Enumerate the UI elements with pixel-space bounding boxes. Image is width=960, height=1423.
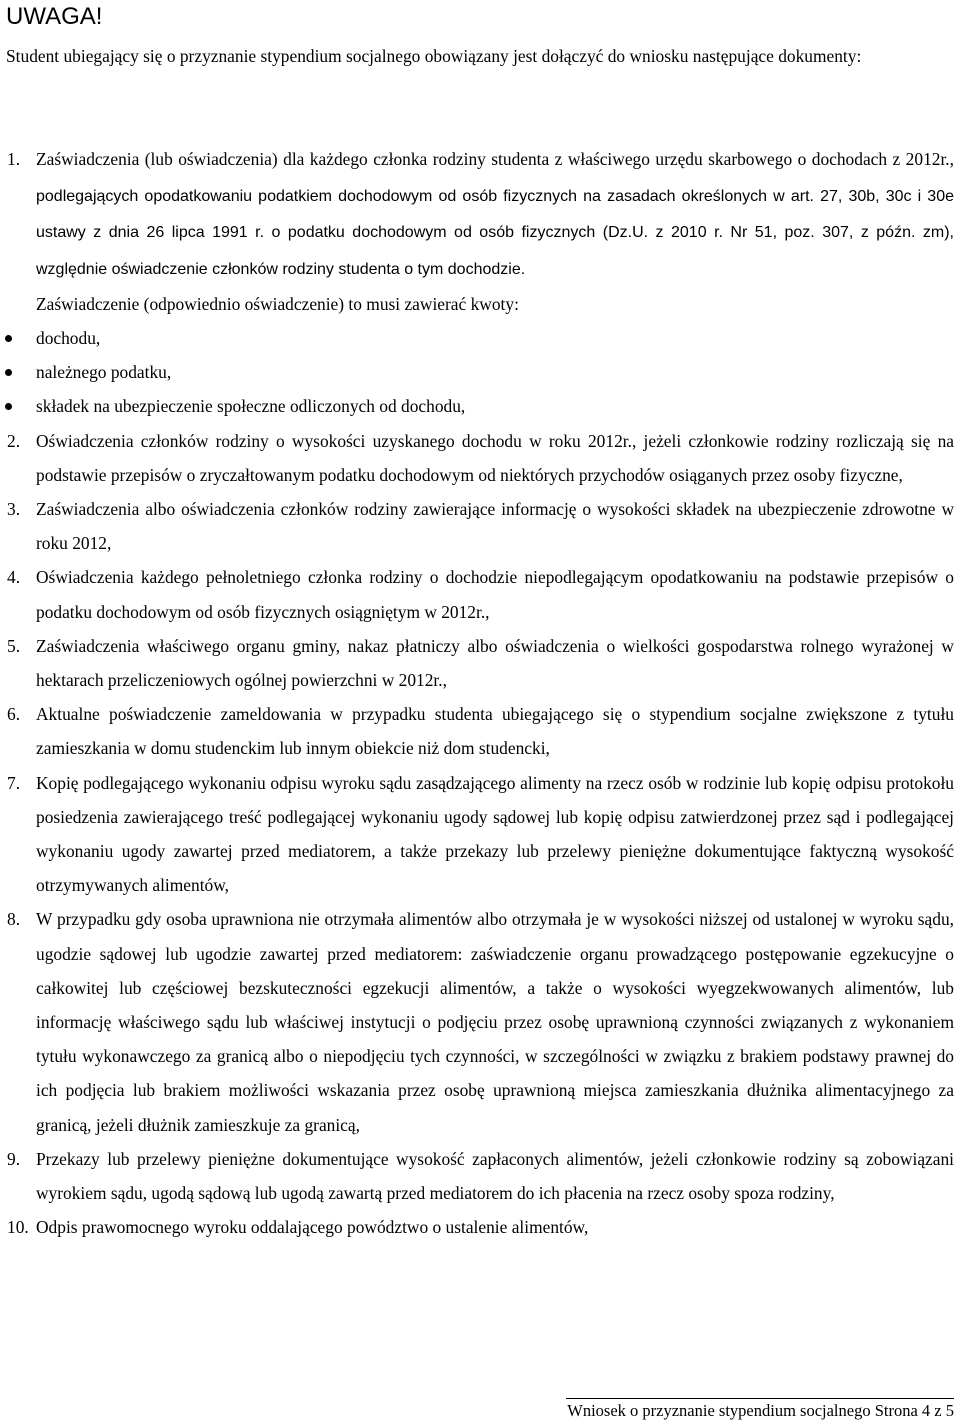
- bullet-item: [0, 355, 960, 389]
- item-text: Przekazy lub przelewy pieniężne dokumentujące wysokość zapłaconych alimentów, jeżeli członkowie rodziny są zobowiązani wyrokiem sądu, ugodą sądową lub ugodą zawartą przed mediatorem do ich płacenia na rzecz osoby spoza rodziny,: [36, 1148, 954, 1204]
- documents-list: [0, 142, 960, 1245]
- item-text: Oświadczenia członków rodziny o wysokości uzyskanego dochodu w roku 2012r.: [36, 430, 632, 451]
- item-text: Aktualne poświadczenie zameldowania w przypadku studenta ubiegającego się o stypendium socjalne zwiększone z tytułu zamieszkania w domu studenckim lub innym obiekcie niż dom studencki,: [36, 704, 954, 759]
- amounts-intro: Zaświadczenie (odpowiednio oświadczenie) to musi zawierać kwoty:: [36, 293, 519, 314]
- bullet-text: składek na ubezpieczenie społeczne odliczonych od dochodu,: [36, 396, 466, 417]
- bullet-item: [0, 389, 960, 423]
- item-number: 2.: [7, 430, 21, 451]
- item-number: 10.: [7, 1217, 29, 1238]
- list-item-9: [0, 1142, 954, 1210]
- item-text: Zaświadczenia albo oświadczenia członków rodziny zawierające informację o wysokości składek na ubezpieczenie zdrowotne w roku 2012,: [36, 499, 954, 554]
- item-number: 6.: [7, 704, 21, 725]
- list-item-8: [0, 902, 954, 1141]
- bullet-dot: [5, 369, 12, 376]
- list-item-3: [0, 492, 954, 560]
- list-item-6: [0, 697, 954, 765]
- bullet-text: należnego podatku,: [36, 362, 172, 383]
- list-item-1: [0, 142, 954, 287]
- item-text-continued: , jeżeli członkowie rodziny rozliczają się na podstawie przepisów o zryczałtowanym podatku dochodowym od niektórych przychodów osiąganych przez osoby fizyczne,: [36, 430, 954, 485]
- bullet-dot: [5, 403, 12, 410]
- item-number: 3.: [7, 499, 21, 520]
- item-text-continued: podlegających opodatkowaniu podatkiem dochodowym od osób fizycznych na zasadach określonych w art. 27, 30b, 30c i 30e ustawy z dnia 26 lipca 1991 r. o podatku dochodowym od osób fizycznych (Dz.U. z 2010 r. Nr 51, poz. 307, z późn. zm), względnie oświadczenie członków rodziny studenta o tym dochodzie.: [36, 188, 954, 278]
- item-number: 5.: [7, 635, 21, 656]
- list-item-2: [0, 424, 954, 492]
- page-footer: Wniosek o przyznanie stypendium socjalnego Strona 4 z 5: [566, 1398, 954, 1421]
- item-number: 9.: [7, 1148, 21, 1169]
- item-text: W przypadku gdy osoba uprawniona nie otrzymała alimentów albo otrzymała je w wysokości niższej od ustalonej w wyroku sądu, ugodzie sądowej lub ugodzie zawartej przed mediatorem: zaświadczenie organu prowadzącego postępowanie egzekucyjne o całkowitej lub częściowej bezskuteczności egzekucji alimentów, a także o wysokości wyegzekwowanych alimentów, lub informację właściwego sądu lub właściwej instytucji o podjęciu przez osobę uprawnioną czynności związanych z wykonaniem tytułu wykonawczego za granicą albo o niepodjęciu tych czynności, w szczególności w związku z brakiem podstawy prawnej do ich podjęcia lub brakiem możliwości wskazania przez osobę uprawnioną miejsca zamieszkania dłużnika alimentacyjnego za granicą, jeżeli dłużnik zamieszkuje za granicą,: [36, 909, 954, 1135]
- list-item-4: [0, 560, 954, 628]
- intro-paragraph: Student ubiegający się o przyznanie stypendium socjalnego obowiązany jest dołączyć do wniosku następujące dokumenty:: [6, 46, 862, 66]
- item-text: Zaświadczenia właściwego organu gminy, nakaz płatniczy albo oświadczenia o wielkości gospodarstwa rolnego wyrażonej w hektarach przeliczeniowych ogólnej powierzchni w 2012r.,: [36, 635, 954, 691]
- bullet-text: dochodu,: [36, 328, 101, 349]
- item-number: 7.: [7, 772, 21, 793]
- item-number: 8.: [7, 909, 21, 930]
- list-item-5: [0, 629, 954, 697]
- amounts-bullet-list: [0, 321, 960, 424]
- bullet-dot: [5, 335, 12, 342]
- item-text: Odpis prawomocnego wyroku oddalającego powództwo o ustalenie alimentów,: [36, 1217, 589, 1238]
- list-item-10: [0, 1210, 954, 1244]
- bullet-item: [0, 321, 960, 355]
- item-text: Kopię podlegającego wykonaniu odpisu wyroku sądu zasądzającego alimenty na rzecz osób w rodzinie lub kopię odpisu protokołu posiedzenia zawierającego treść podlegającej wykonaniu ugody sądowej lub kopię odpisu zatwierdzonej przez sąd i podlegającej wykonaniu ugody zawartej przed mediatorem, a także przekazy lub przelewy pieniężne dokumentujące faktyczną wysokość otrzymywanych alimentów,: [36, 772, 954, 896]
- page-title: UWAGA!: [6, 3, 103, 30]
- item-number: 1.: [7, 149, 21, 169]
- item-text: Zaświadczenia (lub oświadczenia) dla każdego członka rodziny studenta z właściwego urzędu skarbowego o dochodach z 2012r.,: [36, 149, 954, 169]
- item-text: Oświadczenia każdego pełnoletniego członka rodziny o dochodzie niepodlegającym opodatkowaniu na podstawie przepisów o podatku dochodowym od osób fizycznych osiągniętym w 2012r.,: [36, 567, 954, 622]
- list-item-7: [0, 766, 954, 903]
- item-number: 4.: [7, 567, 21, 588]
